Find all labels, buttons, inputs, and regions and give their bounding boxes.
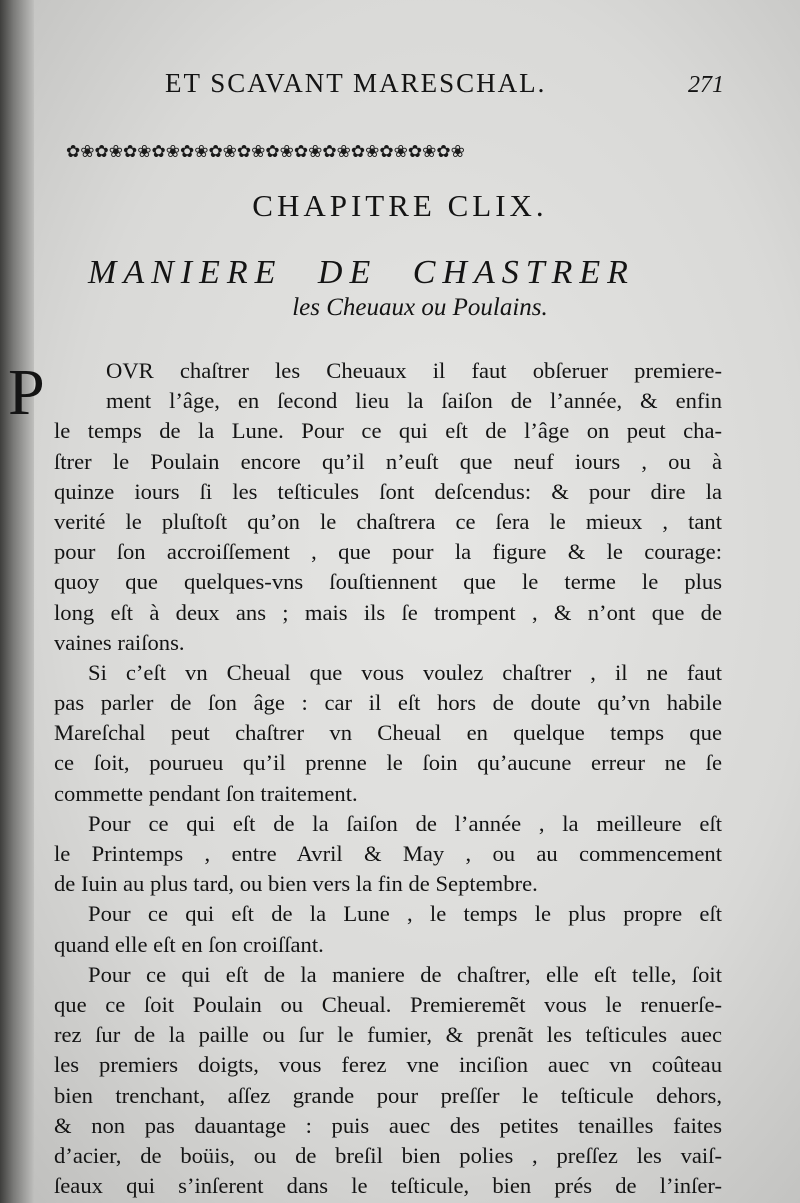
text-line: ſeaux qui s’inſerent dans le teſticule, bien prés de l’inſer- <box>54 1173 722 1199</box>
text-line: ſtrer le Poulain encore qu’il n’euſt que neuf iours , ou à <box>54 448 722 474</box>
text-line: verité le pluſtoſt qu’on le chaſtrera ce ſera le mieux , tant <box>54 508 722 534</box>
text-line: Pour ce qui eſt de la maniere de chaſtrer, elle eſt telle, ſoit <box>88 961 722 987</box>
text-line: quinze iours ſi les teſticules ſont deſcendus: & pour dire la <box>54 478 722 504</box>
ornamental-rule <box>66 140 724 164</box>
text-line: ce ſoit, pourueu qu’il prenne le ſoin qu’aucune erreur ne ſe <box>54 750 722 776</box>
text-line: long eſt à deux ans ; mais ils ſe trompent , & n’ont que de <box>54 599 722 625</box>
running-head <box>0 68 800 108</box>
page-gutter-shadow <box>0 0 34 1203</box>
text-line: de Iuin au plus tard, ou bien vers la fin de Septembre. <box>54 871 538 897</box>
text-line: pour ſon accroiſſement , que pour la figure & le courage: <box>54 539 722 565</box>
text-line: d’acier, de boüis, ou de breſil bien polies , preſſez les vaiſ- <box>54 1142 722 1168</box>
drop-cap: P <box>8 356 45 429</box>
text-line: commette pendant ſon traitement. <box>54 780 358 806</box>
text-line: les premiers doigts, vous ferez vne inciſion auec vn coûteau <box>54 1052 722 1078</box>
section-heading-line1: MANIERE DE CHASTRER <box>88 254 635 291</box>
text-line: Pour ce qui eſt de la Lune , le temps le plus propre eſt <box>88 901 722 927</box>
text-line: pas parler de ſon âge : car il eſt hors de doute qu’vn habile <box>54 690 722 716</box>
text-line: quand elle eſt en ſon croiſſant. <box>54 931 324 957</box>
chapter-title: CHAPITRE CLIX. <box>252 188 548 223</box>
running-head-title: ET SCAVANT MARESCHAL. <box>165 68 547 98</box>
text-line: Si c’eſt vn Cheual que vous voulez chaſtrer , il ne faut <box>88 659 722 685</box>
text-line: & non pas dauantage : puis auec des petites tenailles faites <box>54 1112 722 1138</box>
text-line: Mareſchal peut chaſtrer vn Cheual en quelque temps que <box>54 720 722 746</box>
text-line: rez ſur de la paille ou ſur le fumier, & prenãt les teſticules auec <box>54 1022 722 1048</box>
body-text <box>54 356 722 1201</box>
text-line: ment l’âge, en ſecond lieu la ſaiſon de l’année, & enfin <box>106 388 722 414</box>
text-line: que ce ſoit Poulain ou Cheual. Premieremẽt vous le renuerſe- <box>54 991 722 1017</box>
text-line: OVR chaſtrer les Cheuaux il faut obſeruer premiere- <box>106 358 722 383</box>
section-heading-line2: les Cheuaux ou Poulains. <box>292 294 548 321</box>
ornament-glyphs: ✿❀✿❀✿❀✿❀✿❀✿❀✿❀✿❀✿❀✿❀✿❀✿❀✿❀✿❀ <box>66 142 465 162</box>
text-line: le temps de la Lune. Pour ce qui eſt de l’âge on peut cha- <box>54 418 722 444</box>
text-line: vaines raiſons. <box>54 629 185 655</box>
text-line: bien trenchant, aſſez grande pour preſſer le teſticule dehors, <box>54 1082 722 1108</box>
text-line: le Printemps , entre Avril & May , ou au commencement <box>54 841 722 866</box>
text-line: quoy que quelques-vns ſouſtiennent que le terme le plus <box>54 569 722 595</box>
page-number: 271 <box>688 72 724 98</box>
text-line: Pour ce qui eſt de la ſaiſon de l’année , la meilleure eſt <box>88 810 722 836</box>
